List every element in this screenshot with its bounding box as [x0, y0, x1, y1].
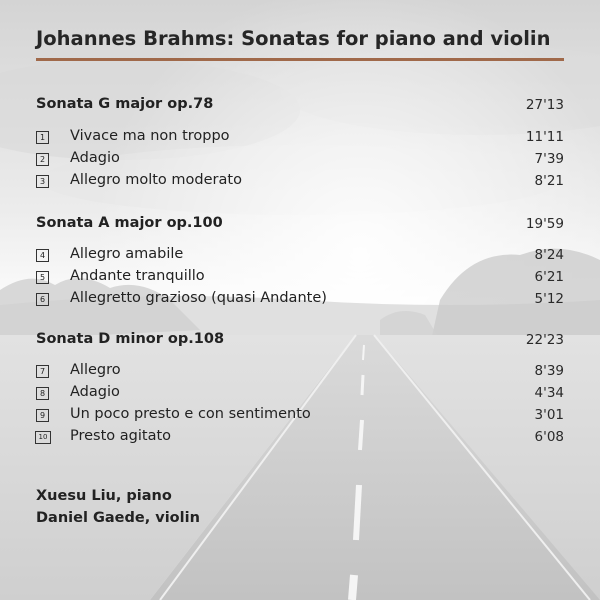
track-row: [36, 150, 564, 172]
track-title: Andante tranquillo: [70, 268, 205, 284]
track-duration: 11'11: [525, 129, 564, 145]
track-row: [36, 290, 564, 312]
track-list: [36, 246, 564, 312]
track-title: Allegro molto moderato: [70, 172, 242, 188]
performer-violin: Daniel Gaede, violin: [36, 510, 200, 526]
track-number: 2: [36, 153, 49, 166]
track-number: 5: [36, 271, 49, 284]
sonata-duration: 22'23: [525, 332, 564, 348]
sonata-block: [36, 96, 564, 189]
track-duration: 8'39: [534, 363, 564, 379]
track-row: [36, 362, 564, 384]
track-list: [36, 128, 564, 194]
track-duration: 3'01: [534, 407, 564, 423]
track-number: 9: [36, 409, 49, 422]
track-duration: 5'12: [534, 291, 564, 307]
sonata-header: [36, 215, 564, 237]
track-duration: 8'21: [534, 173, 564, 189]
track-row: [36, 406, 564, 428]
track-title: Un poco presto e con sentimento: [70, 406, 311, 422]
sonata-title: Sonata G major op.78: [36, 96, 214, 112]
sonata-block: [36, 215, 564, 307]
performers: [36, 488, 200, 532]
track-number: 1: [36, 131, 49, 144]
sonata-title: Sonata D minor op.108: [36, 331, 225, 347]
track-duration: 6'08: [534, 429, 564, 445]
track-title: Allegro amabile: [70, 246, 184, 262]
track-number: 7: [36, 365, 49, 378]
track-number: 3: [36, 175, 49, 188]
track-duration: 6'21: [534, 269, 564, 285]
track-duration: 7'39: [534, 151, 564, 167]
track-duration: 4'34: [534, 385, 564, 401]
sonata-title: Sonata A major op.100: [36, 215, 223, 231]
performer-piano: Xuesu Liu, piano: [36, 488, 172, 504]
track-title: Presto agitato: [70, 428, 172, 444]
track-title: Vivace ma non troppo: [70, 128, 230, 144]
track-list: [36, 362, 564, 450]
sonata-duration: 19'59: [525, 216, 564, 232]
sonata-header: [36, 96, 564, 118]
sonata-header: [36, 331, 564, 353]
track-title: Adagio: [70, 384, 120, 400]
track-title: Adagio: [70, 150, 120, 166]
title-rule: [36, 58, 564, 61]
sonata-duration: 27'13: [525, 97, 564, 113]
track-row: [36, 384, 564, 406]
track-number: 4: [36, 249, 49, 262]
track-row: [36, 172, 564, 194]
track-row: [36, 428, 564, 450]
track-number: 6: [36, 293, 49, 306]
track-row: [36, 268, 564, 290]
track-duration: 8'24: [534, 247, 564, 263]
track-row: [36, 128, 564, 150]
track-row: [36, 246, 564, 268]
sonata-block: [36, 331, 564, 445]
track-number: 10: [35, 431, 51, 444]
album-title: Johannes Brahms: Sonatas for piano and violin: [36, 27, 551, 50]
track-number: 8: [36, 387, 49, 400]
track-title: Allegro: [70, 362, 121, 378]
track-title: Allegretto grazioso (quasi Andante): [70, 290, 327, 306]
